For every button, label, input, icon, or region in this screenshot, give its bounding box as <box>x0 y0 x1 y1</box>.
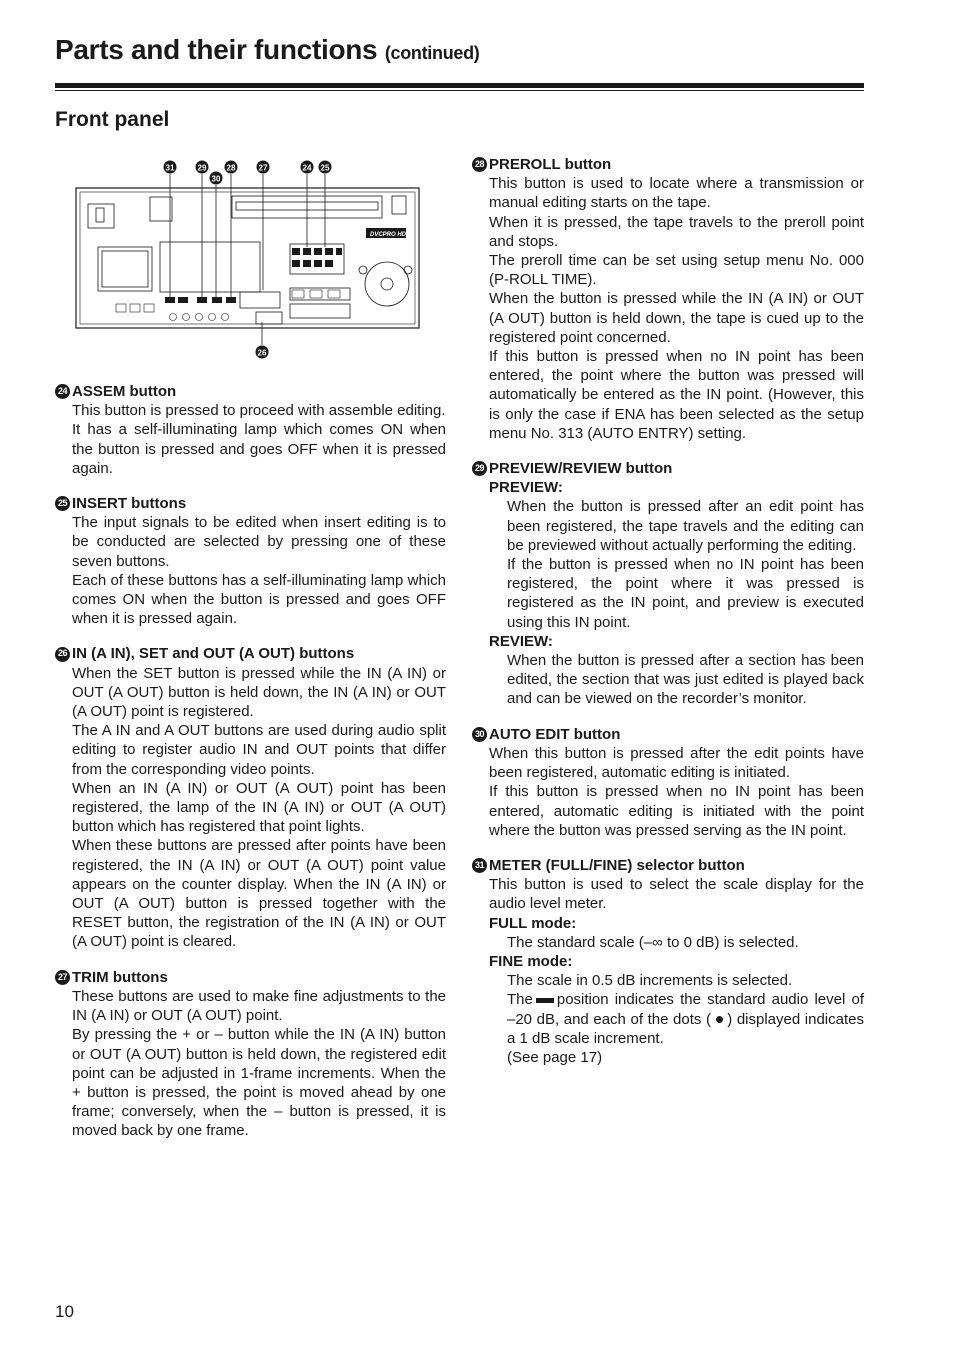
see-page: (See page 17) <box>507 1048 603 1066</box>
item-paragraph: When the SET button is pressed while the IN (A IN) or OUT (A OUT) button is held down, the IN (A IN) or OUT (A OUT) point is registered. <box>72 664 446 721</box>
preview-label: PREVIEW: <box>489 479 563 497</box>
review-label: REVIEW: <box>489 632 553 650</box>
item-title: INSERT buttons <box>72 495 187 513</box>
item-paragraph: If the button is pressed when no IN point has been registered, the point where it was pressed is registered as the IN point, and preview is executed using this IN point. <box>507 556 864 631</box>
title-rule-thin <box>55 90 864 91</box>
fine-mode-text: The scale in 0.5 dB increments is selected. <box>507 972 793 990</box>
item-paragraph: If this button is pressed when no IN point has been entered, automatic editing is initiated with the point where the button was pressed serving as the IN point. <box>489 783 864 839</box>
callout-27: 27 <box>258 163 268 173</box>
item-trim <box>55 968 446 1141</box>
fine-mode-label: FINE mode: <box>489 952 573 970</box>
callout-26: 26 <box>257 348 267 358</box>
item-paragraph: This button is pressed to proceed with assemble editing. <box>72 402 446 420</box>
callout-29: 29 <box>197 163 207 173</box>
left-column <box>55 382 446 1157</box>
item-paragraph: This button is used to locate where a transmission or manual editing starts on the tape. <box>489 175 864 212</box>
callout-badge: 26 <box>55 647 70 662</box>
item-insert <box>55 494 446 628</box>
item-preroll <box>472 155 864 443</box>
item-title: IN (A IN), SET and OUT (A OUT) buttons <box>72 645 355 663</box>
item-paragraph: It has a self-illuminating lamp which comes ON when the button is pressed and goes OFF when it is pressed again. <box>72 421 446 477</box>
title-continued: (continued) <box>384 43 480 63</box>
callout-badge: 30 <box>472 727 487 742</box>
right-column <box>472 155 864 1083</box>
item-paragraph: If this button is pressed when no IN point has been entered, the point where the button was pressed will automatically be entered as the IN point. (However, this is only the case if ENA has been selected as the setup menu No. 313 (AUTO ENTRY) setting. <box>489 348 864 442</box>
title-rule <box>55 83 864 88</box>
item-paragraph: When the button is pressed while the IN (A IN) or OUT (A OUT) button is held down, the tape is cued up to the registered point concerned. <box>489 290 864 346</box>
callout-28: 28 <box>226 163 236 173</box>
fine-mode-detail <box>507 990 864 1048</box>
item-auto-edit <box>472 725 864 840</box>
item-paragraph: When the button is pressed after a section has been edited, the section that was just edited is played back and can be viewed on the recorder’s monitor. <box>507 652 864 708</box>
item-title: ASSEM button <box>72 383 177 400</box>
callout-badge: 24 <box>55 384 70 399</box>
section-title: Front panel <box>55 108 170 131</box>
callout-25: 25 <box>320 163 330 173</box>
item-paragraph: When it is pressed, the tape travels to the preroll point and stops. <box>489 213 864 250</box>
item-paragraph: When the button is pressed after an edit point has been registered, the tape travels and the editing can be previewed without actually performing the editing. <box>507 498 864 554</box>
item-title: PREROLL button <box>489 156 612 173</box>
full-mode-text: The standard scale (–∞ to 0 dB) is selected. <box>507 933 799 951</box>
dot-icon <box>716 1016 723 1023</box>
callout-badge: 29 <box>472 461 487 476</box>
callout-badge: 31 <box>472 858 487 873</box>
callout-24: 24 <box>302 163 312 173</box>
title-text: Parts and their functions <box>55 34 378 65</box>
item-paragraph: The A IN and A OUT buttons are used during audio split editing to register audio IN and OUT points that differ from the corresponding video points. <box>72 722 446 778</box>
item-assem <box>55 382 446 478</box>
item-paragraph: When an IN (A IN) or OUT (A OUT) point has been registered, the lamp of the IN (A IN) or OUT (A OUT) button which has registered that point lights. <box>72 779 446 836</box>
item-paragraph: By pressing the + or – button while the IN (A IN) button or OUT (A OUT) button is held down, the registered edit point can be adjusted in 1-frame increments. When the + button is pressed, the point is moved ahead by one frame; conversely, when the – button is pressed, it is moved back by one frame. <box>72 1026 446 1140</box>
full-mode-label: FULL mode: <box>489 914 577 932</box>
callout-30: 30 <box>211 174 221 184</box>
callout-badge: 27 <box>55 970 70 985</box>
page-number: 10 <box>55 1302 74 1321</box>
item-in-set-out <box>55 644 446 951</box>
callout-badge: 28 <box>472 157 487 172</box>
item-title: METER (FULL/FINE) selector button <box>489 856 745 874</box>
item-preview-review <box>472 459 864 709</box>
item-paragraph: When this button is pressed after the edit points have been registered, automatic editing is initiated. <box>489 744 864 782</box>
item-paragraph: The input signals to be edited when insert editing is to be conducted are selected by pressing one of these seven buttons. <box>72 514 446 570</box>
fine-detail-pre: The <box>507 991 533 1009</box>
item-title: PREVIEW/REVIEW button <box>489 460 673 478</box>
fine-detail-post: ) displayed indicates a 1 dB scale increment. <box>507 1010 864 1047</box>
item-meter <box>472 856 864 1067</box>
page-title <box>55 34 480 66</box>
item-title: TRIM buttons <box>72 968 168 986</box>
item-paragraph: These buttons are used to make fine adjustments to the IN (A IN) or OUT (A OUT) point. <box>72 987 446 1025</box>
fine-detail-mid: position indicates the standard audio level of –20 dB, and each of the dots ( <box>507 991 864 1028</box>
item-paragraph: Each of these buttons has a self-illuminating lamp which comes ON when the button is pressed and goes OFF when it is pressed again. <box>72 571 446 628</box>
front-panel-figure <box>60 152 440 367</box>
bar-icon <box>536 998 554 1003</box>
item-paragraph: This button is used to select the scale display for the audio level meter. <box>489 876 864 913</box>
item-title: AUTO EDIT button <box>489 725 621 743</box>
callout-badge: 25 <box>55 496 70 511</box>
item-paragraph: The preroll time can be set using setup menu No. 000 (P-ROLL TIME). <box>489 252 864 289</box>
item-paragraph: When these buttons are pressed after points have been registered, the IN (A IN) or OUT (A OUT) point value appears on the counter display. When the IN (A IN) or OUT (A OUT) button is pressed together with the RESET button, the registration of the IN (A IN) or OUT (A OUT) point is cleared. <box>72 837 446 951</box>
brand-label: DVCPRO HD <box>370 232 407 238</box>
callout-31: 31 <box>165 163 175 173</box>
